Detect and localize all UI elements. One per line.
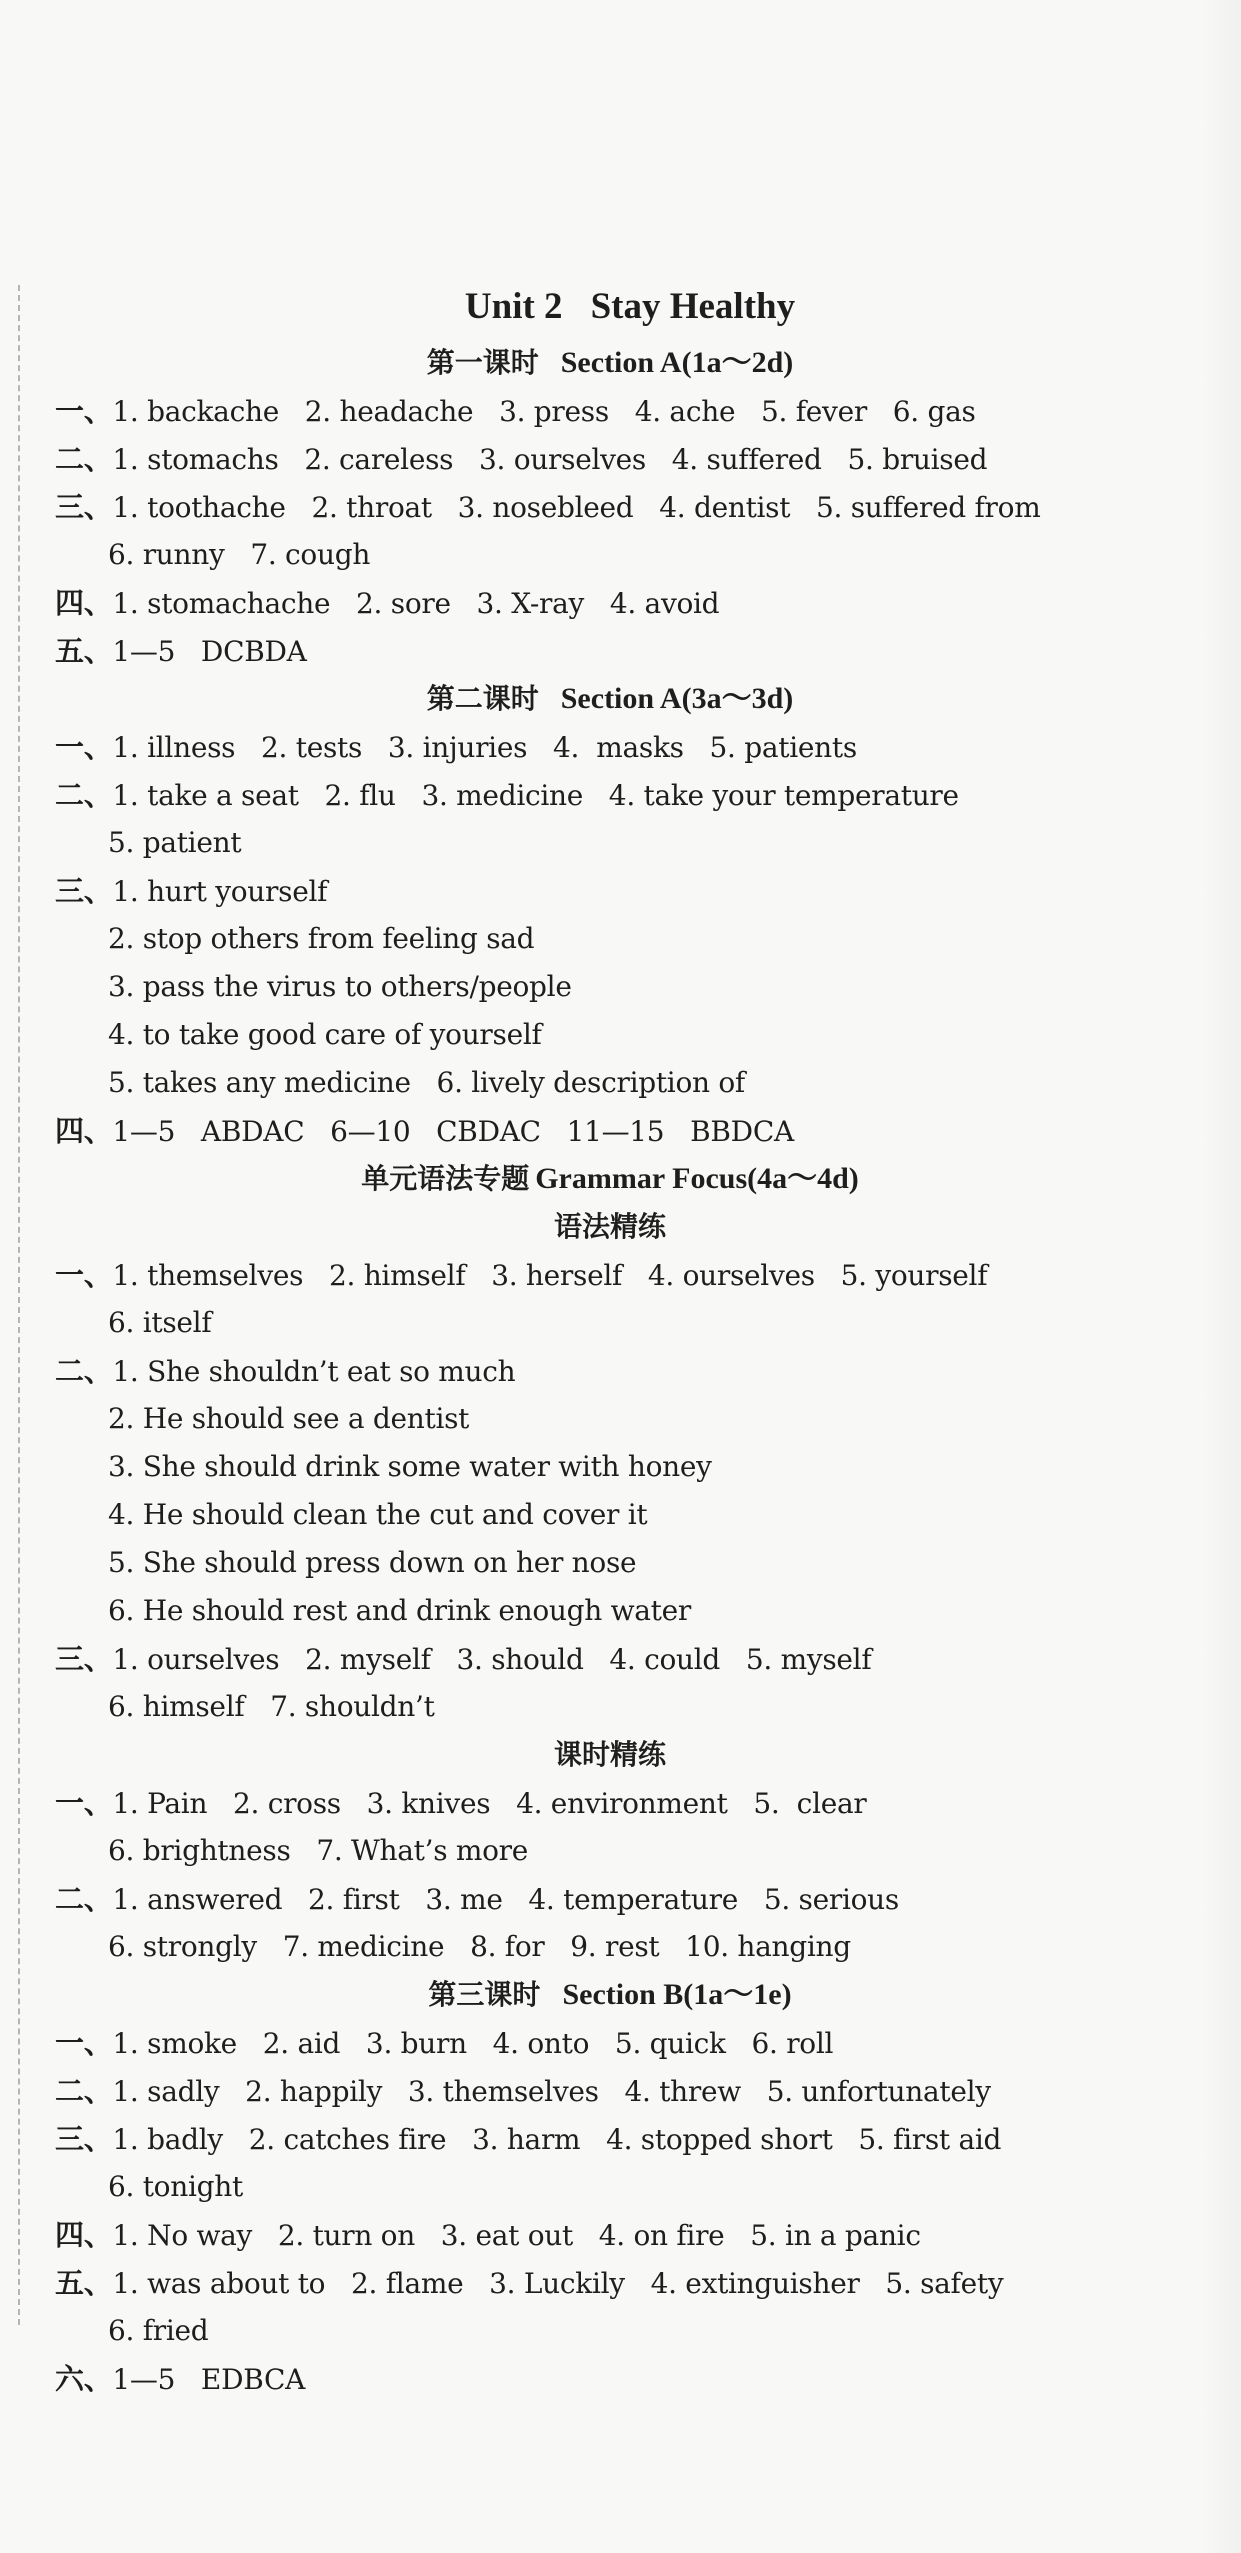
question-group-number: 二、 — [55, 2074, 113, 2108]
answer-line — [55, 1011, 1165, 1059]
answer-text: 1. toothache 2. throat 3. nosebleed 4. dentist 5. suffered from — [112, 491, 1041, 524]
answer-line — [55, 1539, 1165, 1587]
answer-line — [55, 2355, 1165, 2403]
answer-text: 1—5 EDBCA — [112, 2363, 306, 2396]
answer-text: 6. strongly 7. medicine 8. for 9. rest 10. hanging — [108, 1930, 851, 1963]
answer-text: 1. take a seat 2. flu 3. medicine 4. take your temperature — [112, 779, 959, 812]
answer-line — [55, 1251, 1165, 1299]
answer-line — [55, 723, 1165, 771]
answer-text: 6. itself — [108, 1306, 212, 1339]
answer-line — [55, 2259, 1165, 2307]
question-group-number: 四、 — [55, 586, 113, 620]
answer-line — [55, 579, 1165, 627]
question-group-number: 一、 — [55, 1786, 113, 1820]
section-heading-cn: 第一课时 — [426, 346, 539, 379]
question-group-number: 一、 — [55, 2026, 113, 2060]
answer-text: 3. pass the virus to others/people — [108, 970, 572, 1003]
answer-text: 1—5 DCBDA — [112, 635, 307, 668]
answer-line — [55, 1107, 1165, 1155]
section-heading-lesson3 — [55, 1971, 1165, 2019]
question-group-number: 四、 — [55, 2218, 113, 2252]
answer-line — [55, 915, 1165, 963]
answer-text: 3. She should drink some water with honey — [108, 1450, 712, 1483]
unit-name: Stay Healthy — [590, 286, 796, 327]
answer-line — [55, 1923, 1165, 1971]
answer-text: 1. ourselves 2. myself 3. should 4. could 5. myself — [112, 1643, 872, 1676]
answer-line — [55, 1059, 1165, 1107]
answer-text: 1. She shouldn’t eat so much — [112, 1355, 516, 1388]
answer-line — [55, 1443, 1165, 1491]
answer-line — [55, 867, 1165, 915]
section-heading-cn: 课时精练 — [553, 1738, 666, 1771]
question-group-number: 二、 — [55, 1882, 113, 1916]
answer-text: 2. He should see a dentist — [108, 1402, 470, 1435]
answer-line — [55, 1875, 1165, 1923]
answer-text: 1. stomachs 2. careless 3. ourselves 4. suffered 5. bruised — [112, 443, 988, 476]
question-group-number: 四、 — [55, 1114, 113, 1148]
answer-text: 5. patient — [108, 826, 242, 859]
answer-text: 1. badly 2. catches fire 3. harm 4. stopped short 5. first aid — [112, 2123, 1002, 2156]
answer-line — [55, 387, 1165, 435]
answer-line — [55, 2115, 1165, 2163]
answer-line — [55, 819, 1165, 867]
section-heading-cn: 单元语法专题 — [361, 1162, 530, 1195]
answer-text: 1. was about to 2. flame 3. Luckily 4. extinguisher 5. safety — [112, 2267, 1004, 2300]
answer-text: 6. brightness 7. What’s more — [108, 1834, 529, 1867]
question-group-number: 六、 — [55, 2362, 113, 2396]
answer-line — [55, 1347, 1165, 1395]
unit-number: Unit 2 — [464, 286, 563, 327]
answer-line — [55, 1395, 1165, 1443]
question-group-number: 三、 — [55, 2122, 113, 2156]
answer-line — [55, 2163, 1165, 2211]
answer-line — [55, 2067, 1165, 2115]
answer-text: 1. smoke 2. aid 3. burn 4. onto 5. quick 6. roll — [112, 2027, 834, 2060]
answer-line — [55, 1779, 1165, 1827]
question-group-number: 三、 — [55, 874, 113, 908]
question-group-number: 一、 — [55, 1258, 113, 1292]
answer-text: 4. to take good care of yourself — [108, 1018, 542, 1051]
answer-line — [55, 435, 1165, 483]
section-heading-cn: 语法精练 — [553, 1210, 666, 1243]
answer-line — [55, 1827, 1165, 1875]
answer-text: 6. tonight — [108, 2170, 243, 2203]
section-heading-lesson1 — [55, 339, 1165, 387]
question-group-number: 二、 — [55, 778, 113, 812]
section-heading-en: Section A(1a～2d) — [560, 346, 794, 379]
answer-line — [55, 1491, 1165, 1539]
answer-text: 5. She should press down on her nose — [108, 1546, 637, 1579]
section-heading-cn: 第三课时 — [428, 1978, 541, 2011]
section-heading-grammar-practice — [55, 1203, 1165, 1251]
question-group-number: 一、 — [55, 730, 113, 764]
answer-key-document — [55, 275, 1165, 2403]
answer-text: 1. hurt yourself — [112, 875, 328, 908]
answer-line — [55, 1587, 1165, 1635]
answer-text: 1—5 ABDAC 6—10 CBDAC 11—15 BBDCA — [112, 1115, 794, 1148]
answer-line — [55, 1299, 1165, 1347]
answer-line — [55, 483, 1165, 531]
question-group-number: 五、 — [55, 634, 113, 668]
section-heading-en: Section A(3a～3d) — [560, 682, 794, 715]
section-heading-grammar — [55, 1155, 1165, 1203]
section-heading-lesson-practice — [55, 1731, 1165, 1779]
answer-line — [55, 531, 1165, 579]
answer-line — [55, 2307, 1165, 2355]
answer-text: 5. takes any medicine 6. lively description of — [108, 1066, 745, 1099]
answer-text: 1. themselves 2. himself 3. herself 4. ourselves 5. yourself — [112, 1259, 988, 1292]
unit-title — [95, 275, 1165, 339]
sections-container — [55, 339, 1165, 2403]
answer-text: 6. He should rest and drink enough water — [108, 1594, 691, 1627]
answer-line — [55, 627, 1165, 675]
answer-line — [55, 963, 1165, 1011]
question-group-number: 二、 — [55, 442, 113, 476]
question-group-number: 三、 — [55, 490, 113, 524]
question-group-number: 五、 — [55, 2266, 113, 2300]
answer-text: 4. He should clean the cut and cover it — [108, 1498, 648, 1531]
answer-line — [55, 2019, 1165, 2067]
answer-text: 2. stop others from feeling sad — [108, 922, 535, 955]
question-group-number: 一、 — [55, 394, 113, 428]
answer-line — [55, 1683, 1165, 1731]
answer-text: 1. No way 2. turn on 3. eat out 4. on fire 5. in a panic — [112, 2219, 921, 2252]
answer-text: 1. Pain 2. cross 3. knives 4. environment 5. clear — [112, 1787, 867, 1820]
answer-text: 6. runny 7. cough — [108, 538, 371, 571]
answer-line — [55, 771, 1165, 819]
answer-line — [55, 1635, 1165, 1683]
answer-line — [55, 2211, 1165, 2259]
answer-text: 1. backache 2. headache 3. press 4. ache 5. fever 6. gas — [112, 395, 976, 428]
question-group-number: 三、 — [55, 1642, 113, 1676]
answer-text: 1. sadly 2. happily 3. themselves 4. threw 5. unfortunately — [112, 2075, 991, 2108]
answer-text: 1. answered 2. first 3. me 4. temperature 5. serious — [112, 1883, 899, 1916]
answer-text: 1. stomachache 2. sore 3. X-ray 4. avoid — [112, 587, 720, 620]
answer-text: 6. fried — [108, 2314, 209, 2347]
section-heading-en: Section B(1a～1e) — [562, 1978, 792, 2011]
question-group-number: 二、 — [55, 1354, 113, 1388]
answer-text: 1. illness 2. tests 3. injuries 4. masks 5. patients — [112, 731, 857, 764]
answer-text: 6. himself 7. shouldn’t — [108, 1690, 435, 1723]
section-heading-lesson2 — [55, 675, 1165, 723]
section-heading-cn: 第二课时 — [426, 682, 539, 715]
page-edge-shadow — [1201, 0, 1241, 2553]
binding-dashed-line — [18, 285, 20, 2325]
section-heading-en: Grammar Focus(4a～4d) — [535, 1162, 859, 1195]
